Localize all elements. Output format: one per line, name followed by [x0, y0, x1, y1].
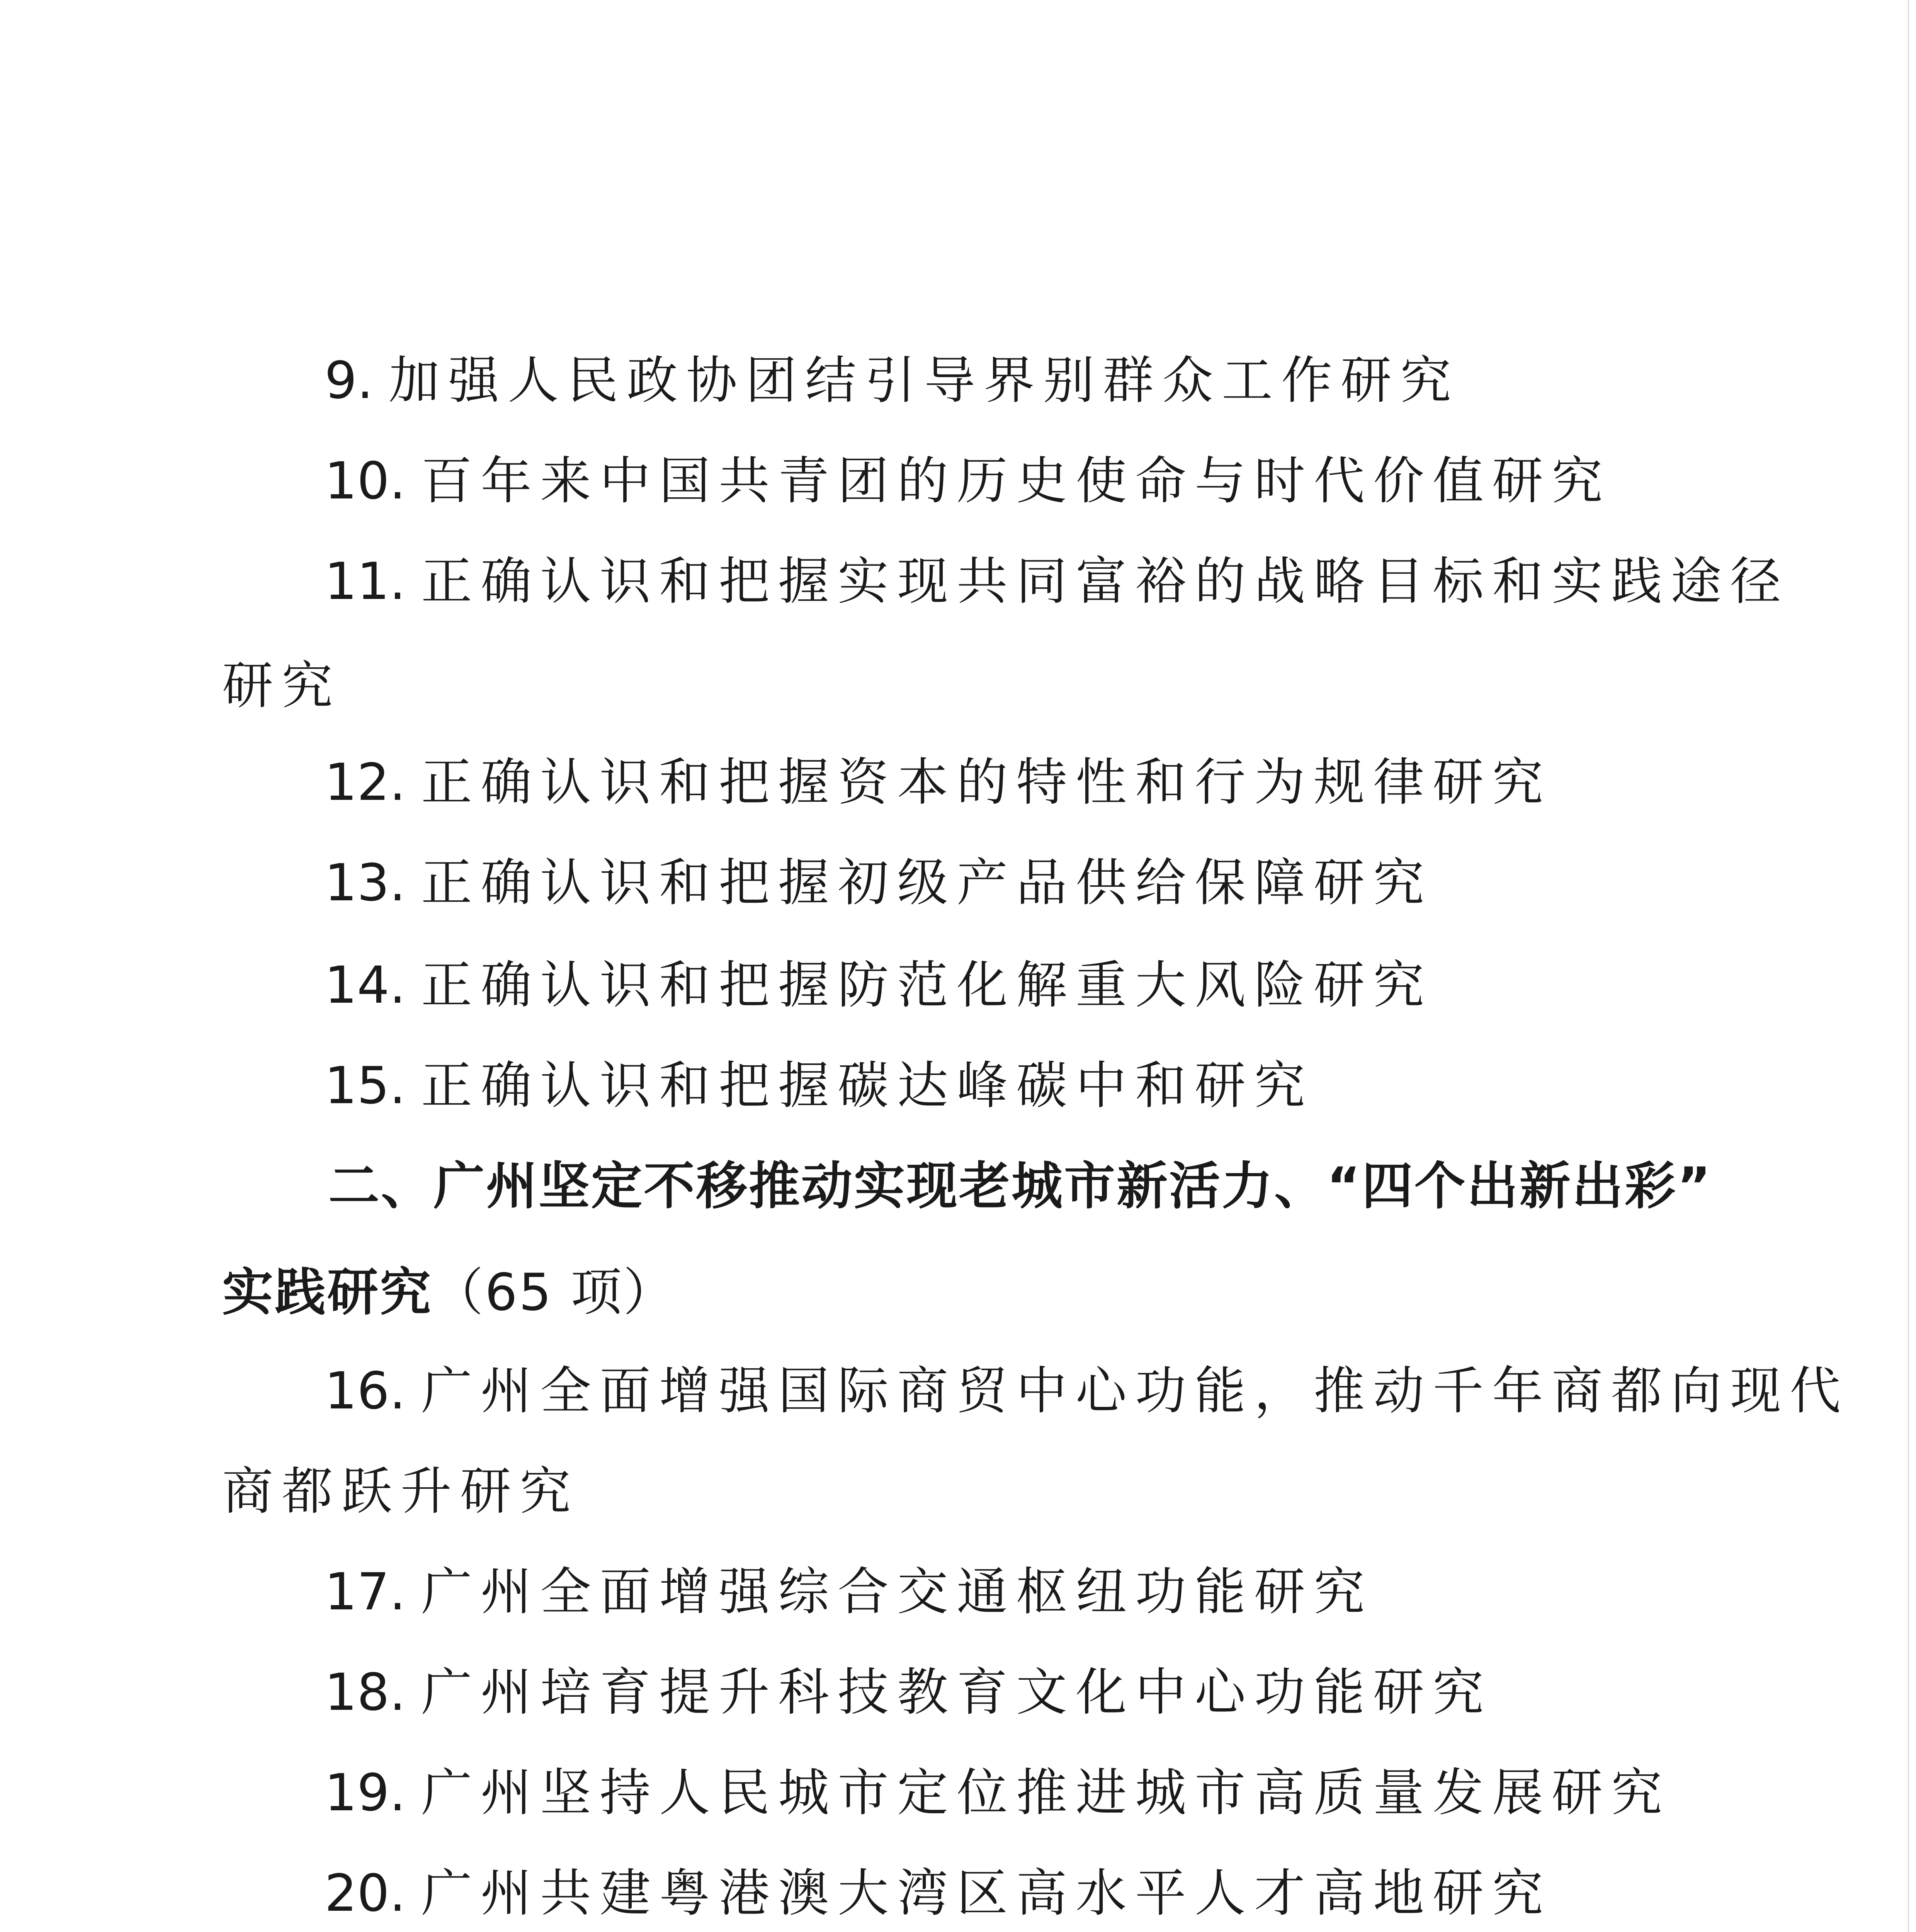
item-number: 9.	[325, 351, 373, 410]
list-item	[325, 350, 1460, 412]
item-text: 加强人民政协团结引导界别群众工作研究	[388, 351, 1460, 410]
list-item	[325, 1055, 1314, 1117]
list-item	[325, 752, 1552, 813]
item-text: 广州共建粤港澳大湾区高水平人才高地研究	[421, 1864, 1552, 1923]
item-number: 14.	[325, 956, 406, 1015]
item-text: 正确认识和把握资本的特性和行为规律研究	[421, 753, 1552, 812]
item-number: 19.	[325, 1763, 406, 1823]
item-text: 广州坚持人民城市定位推进城市高质量发展研究	[421, 1763, 1671, 1823]
item-text: 正确认识和把握实现共同富裕的战略目标和实践途径	[421, 552, 1790, 611]
section-heading-text: 实践研究	[222, 1263, 432, 1322]
list-item	[325, 1561, 1373, 1623]
item-text: 广州培育提升科技教育文化中心功能研究	[421, 1663, 1492, 1722]
list-item	[325, 1762, 1671, 1824]
list-item	[325, 1662, 1492, 1723]
item-number: 17.	[325, 1562, 406, 1622]
item-text: 正确认识和把握初级产品供给保障研究	[421, 853, 1433, 913]
list-item	[325, 450, 1611, 512]
item-number: 12.	[325, 753, 406, 812]
section-heading-continuation	[222, 1262, 676, 1323]
item-number: 18.	[325, 1663, 406, 1722]
item-text: 百年来中国共青团的历史使命与时代价值研究	[421, 451, 1611, 511]
item-number: 10.	[325, 451, 406, 511]
section-heading: 二、广州坚定不移推动实现老城市新活力、“四个出新出彩”	[328, 1156, 1712, 1216]
section-item-count: （65 项）	[432, 1263, 676, 1322]
scan-edge-line	[1908, 0, 1909, 1932]
item-text: 正确认识和把握碳达峰碳中和研究	[421, 1056, 1314, 1116]
item-text: 正确认识和把握防范化解重大风险研究	[421, 956, 1433, 1015]
list-item	[325, 852, 1433, 914]
item-number: 13.	[325, 853, 406, 913]
list-item	[325, 1360, 1849, 1422]
item-number: 16.	[325, 1361, 406, 1421]
list-item-continuation: 研究	[222, 656, 341, 716]
item-number: 11.	[325, 552, 406, 611]
list-item	[325, 551, 1790, 612]
item-number: 20.	[325, 1864, 406, 1923]
item-text: 广州全面增强综合交通枢纽功能研究	[421, 1562, 1373, 1622]
list-item-continuation: 商都跃升研究	[222, 1462, 579, 1521]
list-item	[325, 1862, 1552, 1924]
item-number: 15.	[325, 1056, 406, 1116]
item-text: 广州全面增强国际商贸中心功能，推动千年商都向现代	[421, 1361, 1849, 1421]
list-item	[325, 954, 1433, 1016]
